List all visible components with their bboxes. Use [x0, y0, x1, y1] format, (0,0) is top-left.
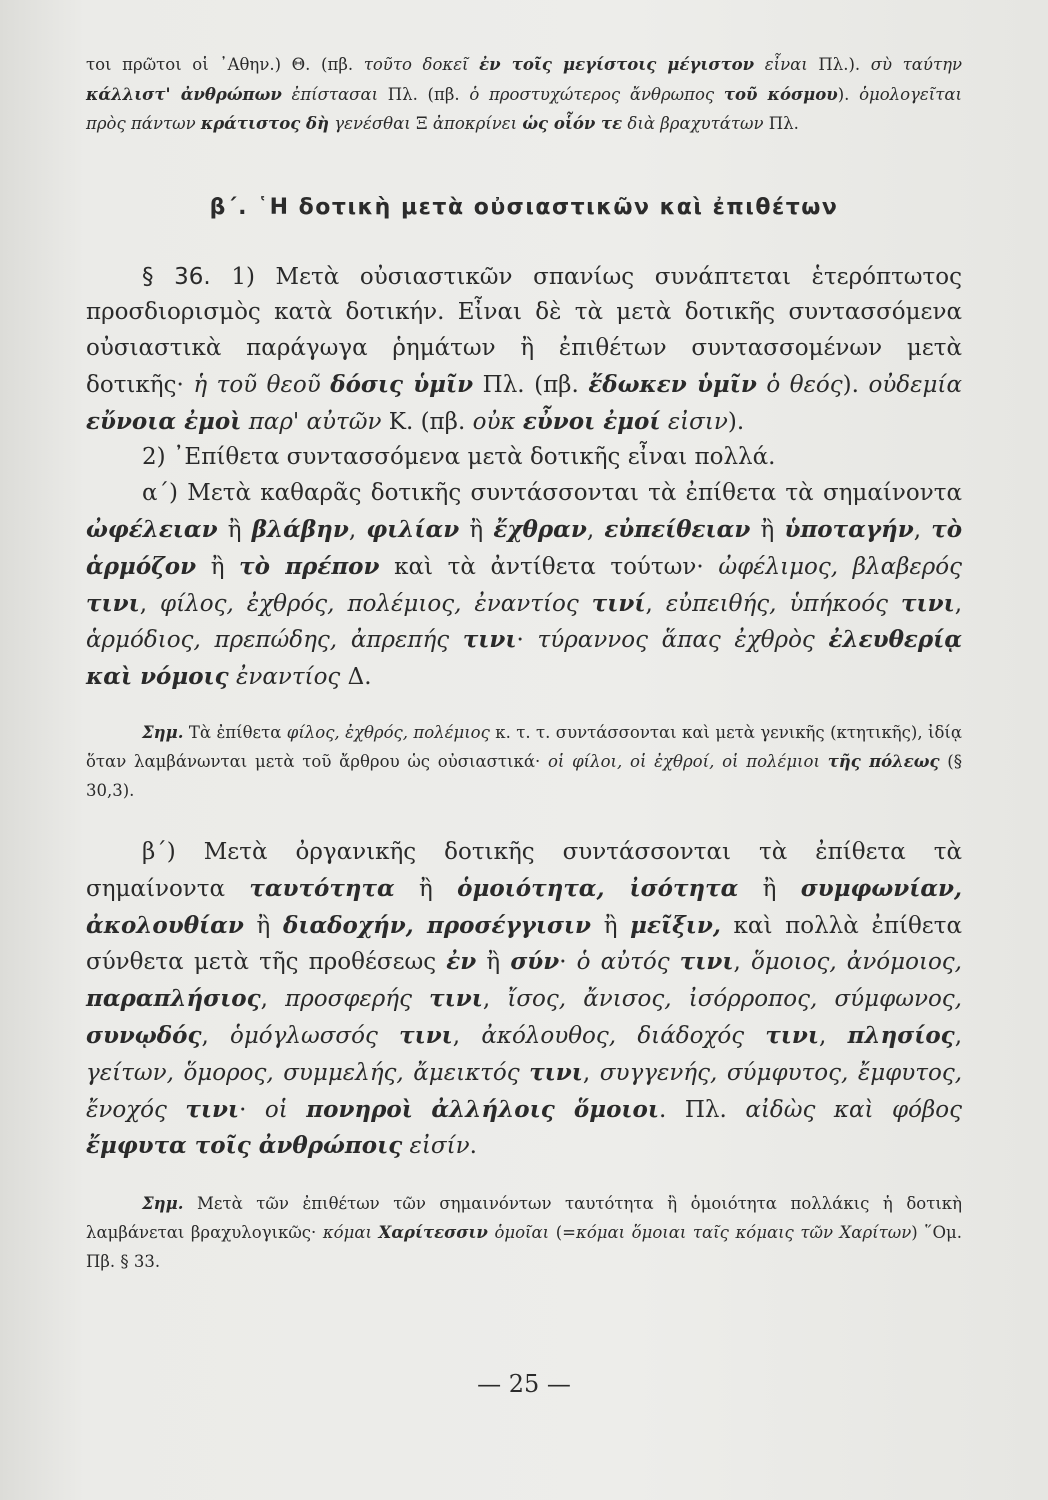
page-number: — 25 — — [477, 1370, 571, 1398]
page-content — [86, 50, 962, 1276]
section-heading: β΄. ῾Η δοτικὴ μετὰ οὐσιαστικῶν καὶ ἐπιθέτων — [209, 194, 839, 220]
paragraph-36-1: § 36. 1) Μετὰ οὐσιαστικῶν σπανίως συνάπτεται ἑτερόπτωτος προσδιορισμὸς κατὰ δοτικήν. Εἶναι δὲ τὰ μετὰ δοτικῆς συντασσόμενα οὐσιαστικὰ παράγωγα ῥημάτων ἢ ἐπιθέτων συντασσομένων μετὰ δοτικῆς· ἡ τοῦ θεοῦ δόσις ὑμῖν Πλ. (πβ. ἔδωκεν ὑμῖν ὁ θεός). οὐδεμία εὔνοια ἐμοὶ παρ' αὐτῶν Κ. (πβ. οὐκ εὖνοι ἐμοί εἰσιν). — [86, 263, 963, 435]
paragraph-beta: β΄) Μετὰ ὀργανικῆς δοτικῆς συντάσσονται τὰ ἐπίθετα τὰ σημαίνοντα ταυτότητα ἢ ὁμοιότητα, ἰσότητα ἢ συμφωνίαν, ἀκολουθίαν ἢ διαδοχήν, προσέγγισιν ἢ μεῖξιν, καὶ πολλὰ ἐπίθετα σύνθετα μετὰ τῆς προθέσεως ἐν ἢ σύν· ὁ αὐτός τινι, ὅμοιος, ἀνόμοιος, παραπλήσιος, προσφερής τινι, ἴσος, ἄνισος, ἰσόρροπος, σύμφωνος, συνῳδός, ὁμόγλωσσός τινι, ἀκόλουθος, διάδοχός τινι, πλησίος, γείτων, ὅμορος, συμμελής, ἄμεικτός τινι, συγγενής, σύμφυτος, ἔμφυτος, ἔνοχός τινι· οἱ πονηροὶ ἀλλήλοις ὅμοιοι. Πλ. αἰδὼς καὶ φόβος ἔμφυτα τοῖς ἀνθρώποις εἰσίν. — [86, 839, 963, 1160]
paragraph-36-2: 2) ᾿Επίθετα συντασσόμενα μετὰ δοτικῆς εἶναι πολλά. — [142, 444, 776, 471]
continued-examples-paragraph: τοι πρῶτοι οἱ ᾿Αθην.) Θ. (πβ. τοῦτο δοκεῖ ἐν τοῖς μεγίστοις μέγιστον εἶναι Πλ.). σὺ ταύτην κάλλιστ' ἀνθρώπων ἐπίστασαι Πλ. (πβ. ὁ προστυχώτερος ἄνθρωπος τοῦ κόσμου). ὁμολογεῖται πρὸς πάντων κράτιστος δὴ γενέσθαι Ξ ἀποκρίνει ὡς οἷόν τε διὰ βραχυτάτων Πλ. — [86, 55, 963, 133]
note-1: Σημ. Τὰ ἐπίθετα φίλος, ἐχθρός, πολέμιος κ. τ. τ. συντάσσονται καὶ μετὰ γενικῆς (κτητικῆς), ἰδίᾳ ὅταν λαμβάνωνται μετὰ τοῦ ἄρθρου ὡς οὐσιαστικά· οἱ φίλοι, οἱ ἐχθροί, οἱ πολέμιοι τῆς πόλεως (§ 30,3). — [86, 723, 962, 801]
section-number: § 36. — [142, 263, 211, 290]
paragraph-alpha: α΄) Μετὰ καθαρᾶς δοτικῆς συντάσσονται τὰ ἐπίθετα τὰ σημαίνοντα ὠφέλειαν ἢ βλάβην, φιλίαν ἢ ἔχθραν, εὐπείθειαν ἢ ὑποταγήν, τὸ ἁρμόζον ἢ τὸ πρέπον καὶ τὰ ἀντίθετα τούτων· ὠφέλιμος, βλαβερός τινι, φίλος, ἐχθρός, πολέμιος, ἐναντίος τινί, εὐπειθής, ὑπήκοός τινι, ἁρμόδιος, πρεπώδης, ἀπρεπής τινι· τύραννος ἅπας ἐχθρὸς ἐλευθερίᾳ καὶ νόμοις ἐναντίος Δ. — [86, 480, 963, 691]
note-2: Σημ. Μετὰ τῶν ἐπιθέτων τῶν σημαινόντων ταυτότητα ἢ ὁμοιότητα πολλάκις ἡ δοτικὴ λαμβάνεται βραχυλογικῶς· κόμαι Χαρίτεσσιν ὁμοῖαι (=κόμαι ὅμοιαι ταῖς κόμαις τῶν Χαρίτων) ῞Ομ. Πβ. § 33. — [86, 1194, 962, 1272]
